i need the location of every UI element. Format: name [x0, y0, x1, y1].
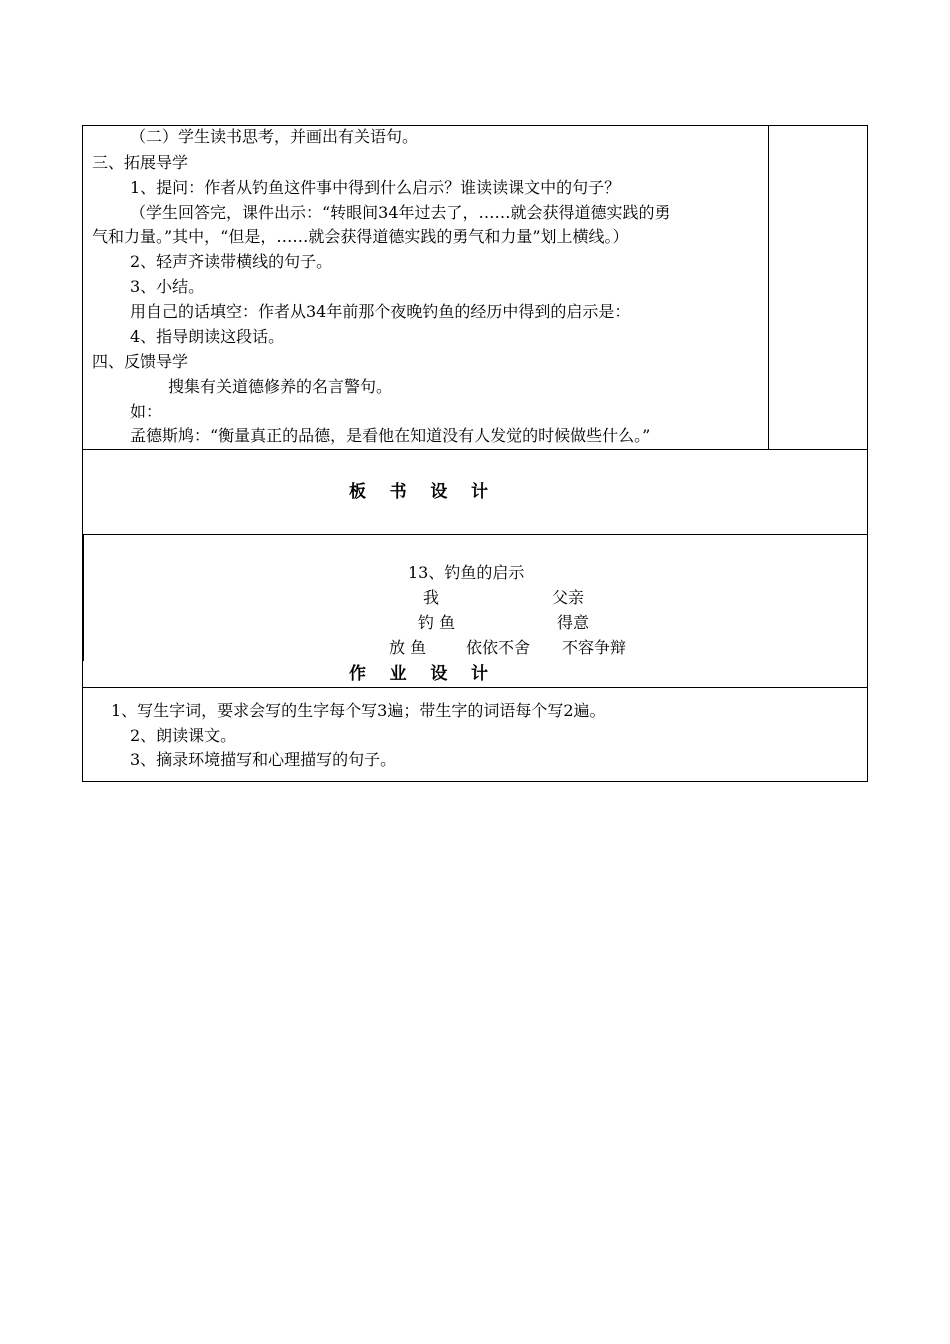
lesson-line: 1、提问：作者从钓鱼这件事中得到什么启示？谁读读课文中的句子？ [130, 178, 621, 197]
lesson-plan-table [82, 125, 868, 782]
homework-line: 3、摘录环境描写和心理描写的句子。 [130, 750, 397, 769]
homework-design-heading: 作 业 设 计 [349, 664, 489, 684]
lesson-line: 3、小结。 [130, 277, 205, 296]
lesson-quote: 孟德斯鸠：“衡量真正的品德，是看他在知道没有人发觉的时候做些什么。” [130, 426, 651, 445]
table-border-left [82, 125, 83, 782]
row-divider-3 [82, 687, 868, 688]
row-divider-2 [82, 534, 868, 535]
board-item: 钓 鱼 [418, 613, 456, 632]
lesson-line: 2、轻声齐读带横线的句子。 [130, 252, 333, 271]
lesson-line: 如： [130, 402, 163, 421]
homework-line: 2、朗读课文。 [130, 726, 237, 745]
lesson-line: 用自己的话填空：作者从34年前那个夜晚钓鱼的经历中得到的启示是： [130, 302, 631, 321]
lesson-line: 气和力量。”其中，“但是，……就会获得道德实践的勇气和力量”划上横线。） [92, 227, 629, 246]
row-divider-1 [82, 449, 868, 450]
board-item: 得意 [557, 613, 590, 632]
notes-column-divider [768, 125, 769, 450]
lesson-line: 搜集有关道德修养的名言警句。 [168, 377, 393, 396]
board-title: 13、钓鱼的启示 [408, 563, 525, 582]
lesson-section-heading: 三、拓展导学 [92, 153, 189, 172]
lesson-line: 4、指导朗读这段话。 [130, 327, 285, 346]
board-left-thick-border [82, 534, 84, 661]
board-item: 不容争辩 [562, 638, 627, 657]
lesson-line: （二）学生读书思考，并画出有关语句。 [130, 127, 419, 146]
board-item: 父亲 [552, 588, 585, 607]
lesson-line: （学生回答完，课件出示：“转眼间34年过去了，……就会获得道德实践的勇 [130, 203, 671, 222]
board-item: 我 [423, 588, 440, 607]
board-item: 放 鱼 [389, 638, 427, 657]
board-design-heading: 板 书 设 计 [349, 482, 489, 502]
board-item: 依依不舍 [466, 638, 531, 657]
lesson-section-heading: 四、反馈导学 [92, 352, 189, 371]
homework-line: 1、写生字词，要求会写的生字每个写3遍；带生字的词语每个写2遍。 [111, 701, 606, 720]
table-border-right [867, 125, 868, 782]
table-border-bottom [82, 781, 868, 782]
